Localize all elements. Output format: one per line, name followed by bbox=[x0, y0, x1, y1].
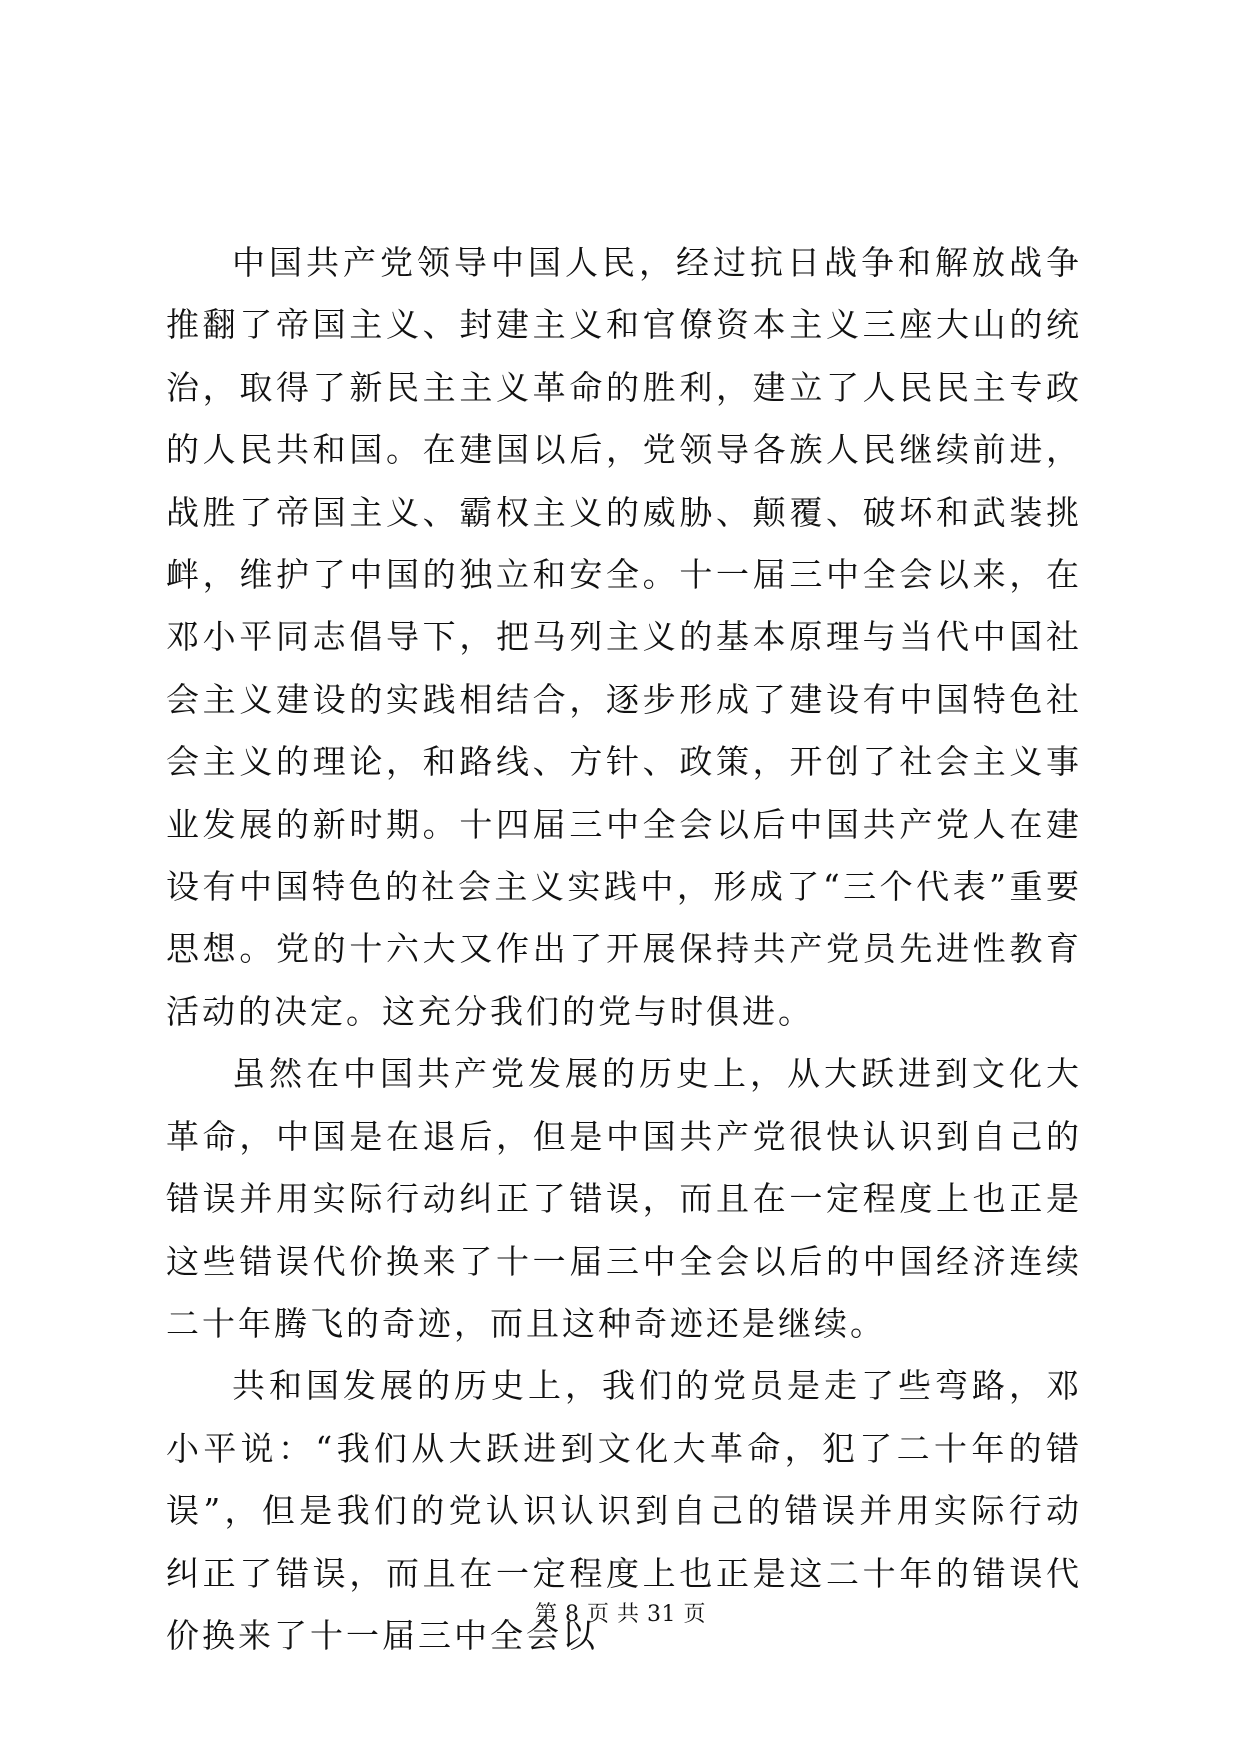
document-body bbox=[166, 232, 1082, 1667]
paragraph-3: 共和国发展的历史上，我们的党员是走了些弯路，邓小平说：“我们从大跃进到文化大革命，犯了二十年的错误”，但是我们的党认识认识到自己的错误并用实际行动纠正了错误，而且在一定程度上也正是这二十年的错误代价换来了十一届三中全会以 bbox=[166, 1366, 1082, 1655]
page-number-footer: 第 8 页 共 31 页 bbox=[535, 1602, 706, 1627]
paragraph-1: 中国共产党领导中国人民，经过抗日战争和解放战争推翻了帝国主义、封建主义和官僚资本主义三座大山的统治，取得了新民主主义革命的胜利，建立了人民民主专政的人民共和国。在建国以后，党领导各族人民继续前进，战胜了帝国主义、霸权主义的威胁、颠覆、破坏和武装挑衅，维护了中国的独立和安全。十一届三中全会以来，在邓小平同志倡导下，把马列主义的基本原理与当代中国社会主义建设的实践相结合，逐步形成了建设有中国特色社会主义的理论，和路线、方针、政策，开创了社会主义事业发展的新时期。十四届三中全会以后中国共产党人在建设有中国特色的社会主义实践中，形成了“三个代表”重要思想。党的十六大又作出了开展保持共产党员先进性教育活动的决定。这充分我们的党与时俱进。 bbox=[166, 243, 1082, 1031]
paragraph-2: 虽然在中国共产党发展的历史上，从大跃进到文化大革命，中国是在退后，但是中国共产党很快认识到自己的错误并用实际行动纠正了错误，而且在一定程度上也正是这些错误代价换来了十一届三中全会以后的中国经济连续二十年腾飞的奇迹，而且这种奇迹还是继续。 bbox=[166, 1054, 1082, 1343]
